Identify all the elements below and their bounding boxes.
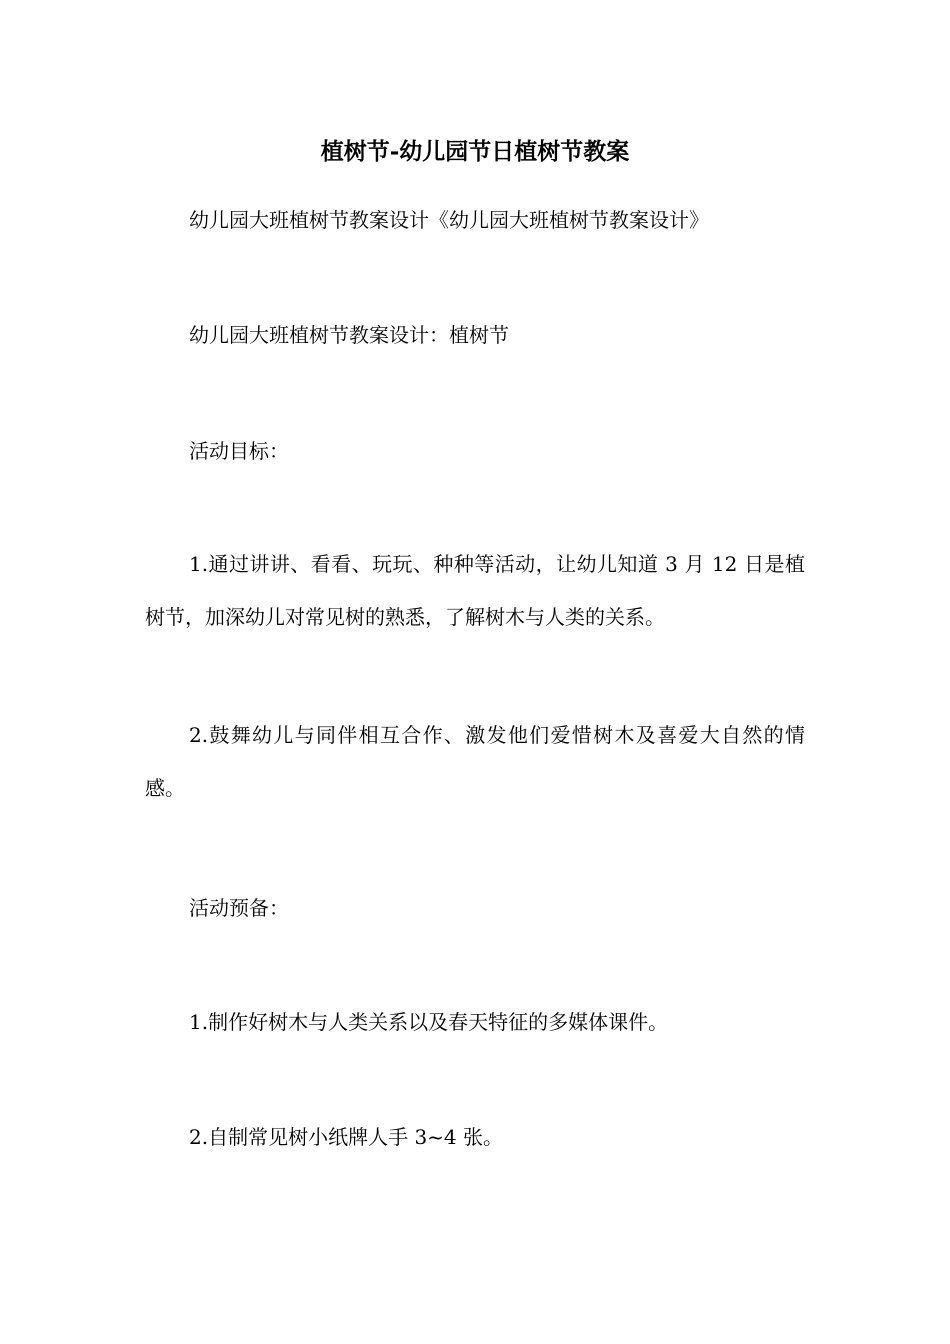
goal-item-1: 1.通过讲讲、看看、玩玩、种种等活动，让幼儿知道 3 月 12 日是植树节，加深幼儿对常见树的熟悉，了解树木与人类的关系。 xyxy=(145,552,805,629)
document-title: 植树节-幼儿园节日植树节教案 xyxy=(320,138,630,165)
paragraph-subtitle: 幼儿园大班植树节教案设计：植树节 xyxy=(189,323,509,347)
paragraph-intro: 幼儿园大班植树节教案设计《幼儿园大班植树节教案设计》 xyxy=(189,208,709,232)
heading-activity-goals: 活动目标： xyxy=(189,439,289,463)
heading-activity-preparation: 活动预备： xyxy=(189,896,289,920)
preparation-item-2: 2.自制常见树小纸牌人手 3~4 张。 xyxy=(189,1125,504,1149)
goal-item-2: 2.鼓舞幼儿与同伴相互合作、激发他们爱惜树木及喜爱大自然的情感。 xyxy=(145,723,805,800)
preparation-item-1: 1.制作好树木与人类关系以及春天特征的多媒体课件。 xyxy=(189,1010,669,1034)
